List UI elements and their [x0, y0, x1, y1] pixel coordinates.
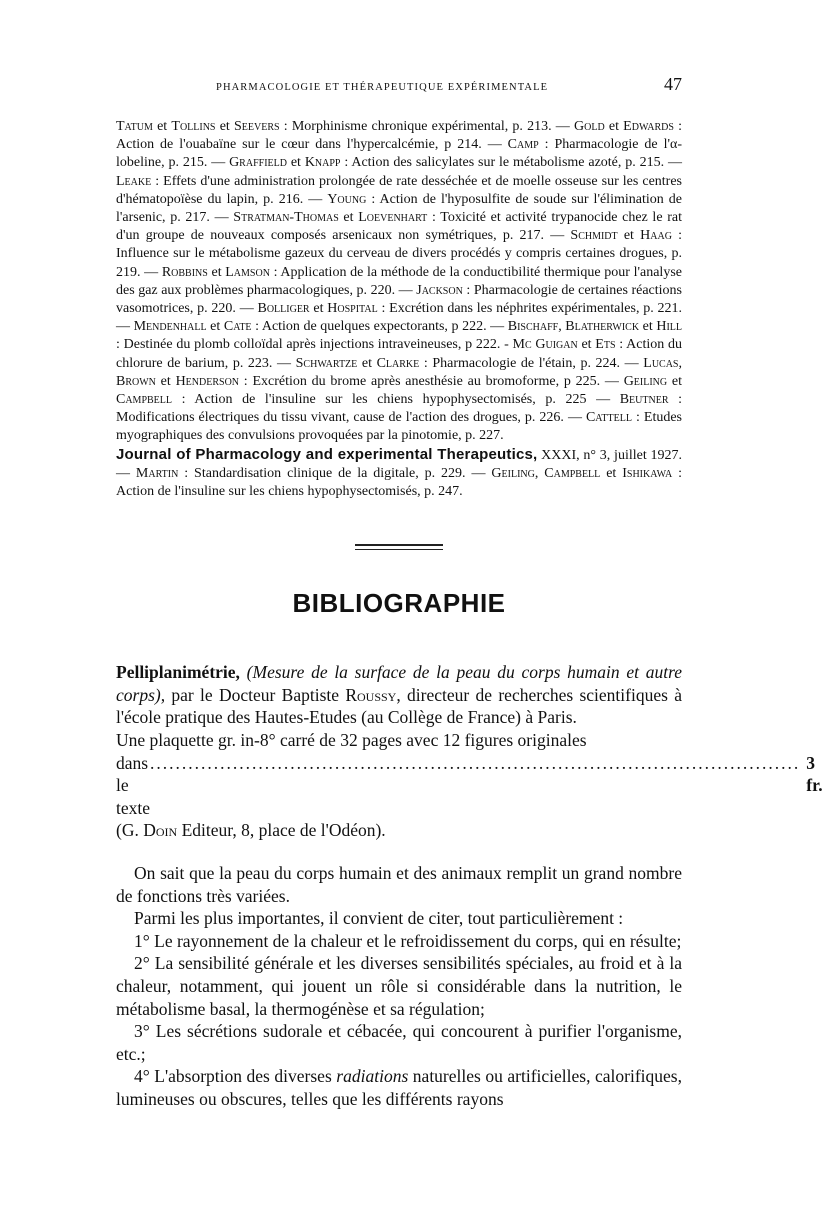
- author-name: Campbell: [116, 392, 173, 408]
- ref-text: : Toxicité et activité trypanocide chez le rat d'un groupe de nouveaux composés arsenicaux non symétriques, p. 217. —: [116, 210, 682, 244]
- ref-text: et: [617, 228, 641, 244]
- author-name: Camp: [507, 137, 539, 153]
- journal-page: [116, 74, 823, 1111]
- ref-text: : Effets d'une administration prolongée de rate desséchée et de moelle osseuse sur les centres d'hématopoïèse du lapin, p. 216. —: [116, 173, 682, 207]
- body-text: 4° L'absorption des diverses: [134, 1066, 337, 1087]
- citation-text: Editeur, 8, place de l'Odéon).: [177, 820, 386, 841]
- page-number: 47: [664, 74, 682, 94]
- book-title: Pelliplanimétrie,: [116, 662, 240, 683]
- ref-text: et: [309, 301, 328, 317]
- journal-reference: [116, 446, 682, 502]
- ref-text: et: [667, 373, 683, 389]
- ref-text: : Action de l'ouabaïne sur le cœur dans l'hypercalcémie, p 214. —: [116, 119, 683, 153]
- ref-text: et: [600, 465, 623, 481]
- page-header: [116, 74, 682, 104]
- ref-text: : Excrétion du brome après anesthésie au bromoforme, p 225. —: [239, 373, 624, 389]
- section-divider: [355, 544, 443, 550]
- ref-text: ,: [678, 355, 682, 371]
- ref-text: : Action de l'insuline sur les chiens hypophysectomisés, p. 247.: [116, 465, 683, 500]
- author-name: Tatum: [116, 119, 153, 134]
- ref-text: XXXI, n° 3, juillet 1927. —: [116, 447, 682, 481]
- section-title: BIBLIOGRAPHIE: [292, 588, 506, 619]
- author-name: Roussy: [345, 684, 397, 705]
- book-subtitle: (Mesure de la surface de la peau du corps humain et autre corps),: [116, 662, 682, 705]
- author-name: Gold: [574, 119, 605, 134]
- references-block: [116, 118, 682, 501]
- bibliography-entry: [116, 661, 823, 842]
- book-citation: [116, 661, 682, 729]
- author-name: Brown: [116, 373, 156, 389]
- ref-text: et: [357, 355, 377, 371]
- review-body: [116, 862, 682, 1111]
- book-format: Une plaquette gr. in-8° carré de 32 pages avec 12 figures originales: [116, 730, 587, 751]
- author-name: Hill: [656, 319, 683, 335]
- author-name: Robbins: [161, 264, 208, 280]
- author-name: Seevers: [234, 119, 280, 134]
- ref-text: et: [286, 155, 305, 171]
- body-paragraph: 2° La sensibilité générale et les diverses sensibilités spéciales, au froid et à la chaleur, notamment, qui jouent un rôle si considérable dans la nutrition, le métabolisme basal, la thermogénèse et sa régulation;: [116, 953, 682, 1019]
- ref-text: et: [152, 119, 172, 134]
- author-name: Clarke: [376, 355, 420, 371]
- author-name: Lucas: [643, 355, 679, 371]
- ref-text: et: [577, 337, 596, 353]
- price-line: [116, 752, 823, 820]
- body-paragraph: On sait que la peau du corps humain et des animaux remplit un grand nombre de fonctions très variées.: [116, 863, 682, 906]
- ref-text: : Action de l'hyposulfite de soude sur l'élimination de l'arsenic, p. 217. —: [116, 191, 682, 226]
- ref-text: : Excrétion dans les néphrites expérimentales, p. 221. —: [116, 301, 682, 335]
- ref-text: : Action du chlorure de barium, p. 223. —: [116, 337, 682, 371]
- author-name: Stratman-Thomas: [233, 210, 339, 226]
- author-name: Leake: [116, 173, 152, 189]
- author-name: Schwartze: [295, 355, 358, 371]
- author-name: Young: [327, 191, 367, 207]
- ref-text: : Action des salicylates sur le métabolisme azoté, p. 215. —: [340, 155, 682, 171]
- price-label: dans le texte: [116, 752, 151, 818]
- publisher-line: [116, 819, 682, 842]
- author-name: Lamson: [225, 264, 270, 280]
- author-name: Martin: [135, 465, 179, 481]
- divider-rule-thick: [355, 544, 443, 546]
- author-name: Cattell: [585, 410, 632, 426]
- ref-text: : Pharmacologie de certaines réactions vasomotrices, p. 220. —: [116, 282, 682, 317]
- citation-text: , directeur de recherches scientifiques à l'école pratique des Hautes-Etudes (au Collège de France) à Paris.: [116, 684, 682, 728]
- ref-text: et: [338, 210, 359, 226]
- author-name: Geiling: [623, 373, 668, 389]
- ref-text: : Pharmacologie de l'étain, p. 224. —: [419, 355, 644, 371]
- author-name: Mendenhall: [133, 319, 207, 335]
- body-text: naturelles ou artificielles, calorifiques, lumineuses ou obscures, telles que les différents rayons: [116, 1066, 682, 1109]
- ref-text: et: [206, 319, 224, 335]
- body-emphasis: radiations: [336, 1066, 409, 1087]
- author-name: Haag: [640, 228, 672, 244]
- author-name: Edwards: [623, 119, 674, 134]
- ref-text: : Action de quelques expectorants, p 222. —: [251, 319, 508, 335]
- author-name: Beutner: [619, 392, 669, 408]
- ref-text: : Modifications électriques du tissu vivant, cause de l'action des drogues, p. 226. —: [116, 392, 683, 426]
- author-name: Hospital: [327, 301, 378, 317]
- ref-text: : Morphinisme chronique expérimental, p. 213. —: [279, 119, 574, 134]
- body-paragraph: 3° Les sécrétions sudorale et cébacée, qui concourent à purifier l'organisme, etc.;: [116, 1021, 682, 1064]
- ref-text: : Standardisation clinique de la digitale, p. 229. —: [178, 465, 492, 481]
- author-name: Tollins: [171, 119, 216, 134]
- ref-text: : Action de l'insuline sur les chiens hypophysectomisés, p. 225 —: [172, 392, 620, 408]
- ref-text: et: [155, 373, 176, 389]
- author-name: Bischaff: [507, 319, 559, 335]
- author-name: Bolliger: [257, 301, 310, 317]
- ref-text: : Pharmacologie de l'α-lobeline, p. 215. —: [116, 137, 682, 171]
- author-name: Jackson: [416, 282, 463, 298]
- body-paragraph: [116, 1065, 682, 1110]
- ref-text: et: [639, 319, 657, 335]
- author-name: Campbell: [544, 465, 601, 481]
- ref-text: et: [604, 119, 624, 134]
- author-name: Blatherwick: [565, 319, 640, 335]
- ref-text: : Influence sur le métabolisme gazeux du cerveau de divers procédés y compris certaines drogues, p. 219. —: [116, 228, 683, 280]
- author-name: Mc Guigan: [512, 337, 578, 353]
- author-name: Ishikawa: [622, 465, 673, 481]
- book-price: 3 fr.: [806, 752, 823, 796]
- author-name: Ets: [595, 337, 616, 353]
- dot-leaders: ......................................................................................................: [150, 752, 801, 773]
- author-name: Loevenhart: [358, 210, 428, 226]
- ref-text: et: [207, 264, 226, 280]
- author-name: Knapp: [304, 155, 341, 171]
- author-name: Schmidt: [570, 228, 618, 244]
- author-name: Henderson: [175, 373, 240, 389]
- ref-text: ,: [558, 319, 566, 335]
- author-name: Geiling: [491, 465, 535, 481]
- divider-rule-thin: [355, 549, 443, 550]
- ref-text: : Application de la méthode de la conductibilité thermique pour l'analyse des gaz aux problèmes pharmacologiques, p. 220. —: [116, 264, 682, 298]
- body-paragraph: 1° Le rayonnement de la chaleur et le refroidissement du corps, qui en résulte;: [134, 930, 682, 951]
- ref-text: : Destinée du plomb colloïdal après injections intraveineuses, p 222. -: [116, 337, 513, 353]
- citation-text: par le Docteur Baptiste: [165, 684, 346, 705]
- author-name: Cate: [223, 319, 252, 335]
- body-paragraph: Parmi les plus importantes, il convient de citer, tout particulièrement :: [134, 908, 624, 929]
- author-name: Graffield: [229, 155, 287, 171]
- running-title: PHARMACOLOGIE ET THÉRAPEUTIQUE EXPÉRIMENTALE: [216, 82, 549, 93]
- publisher-name: Doin: [143, 820, 178, 841]
- journal-title: Journal of Pharmacology and experimental Therapeutics,: [116, 445, 538, 463]
- ref-text: : Etudes myographiques des convulsions provoquées par la pinotomie, p. 227.: [116, 410, 682, 444]
- references-paragraph: Tatum et Tollins et Seevers : Morphinisme chronique expérimental, p. 213. — Gold et Edwards : Action de l'ouabaïne sur le cœur dans l'hypercalcémie, p 214. — Camp : Pharmacologie de l'α-lobeline, p. 215. — Graffield et Knapp : Action des salicylates sur le métabolisme azoté, p. 215. — Leake : Effets d'une administration prolongée de rate desséchée et de moelle osseuse sur les centres d'hématopoïèse du lapin, p. 216. — Young : Action de l'hyposulfite de soude sur l'élimination de l'arsenic, p. 217. — Stratman-Thomas et Loevenhart : Toxicité et activité trypanocide chez le rat d'un groupe de nouveaux composés arsenicaux non symétriques, p. 217. — Schmidt et Haag : Influence sur le métabolisme gazeux du cerveau de divers procédés y compris certaines drogues, p. 219. — Robbins et Lamson : Application de la méthode de la conductibilité thermique pour l'analyse des gaz aux problèmes pharmacologiques, p. 220. — Jackson : Pharmacologie de certaines réactions vasomotrices, p. 220. — Bolliger et Hospital : Excrétion dans les néphrites expérimentales, p. 221. — Mendenhall et Cate : Action de quelques expectorants, p 222. — Bischaff, Blatherwick et Hill : Destinée du plomb colloïdal après injections intraveineuses, p 222. - Mc Guigan et Ets : Action du chlorure de barium, p. 223. — Schwartze et Clarke : Pharmacologie de l'étain, p. 224. — Lucas, Brown et Henderson : Excrétion du brome après anesthésie au bromoforme, p 225. — Geiling et Campbell : Action de l'insuline sur les chiens hypophysectomisés, p. 225 — Beutner : Modifications électriques du tissu vivant, cause de l'action des drogues, p. 226. — Cattell : Etudes myographiques des convulsions provoquées par la pinotomie, p. 227.: [116, 119, 683, 444]
- citation-text: (G.: [116, 820, 144, 841]
- ref-text: ,: [534, 465, 545, 481]
